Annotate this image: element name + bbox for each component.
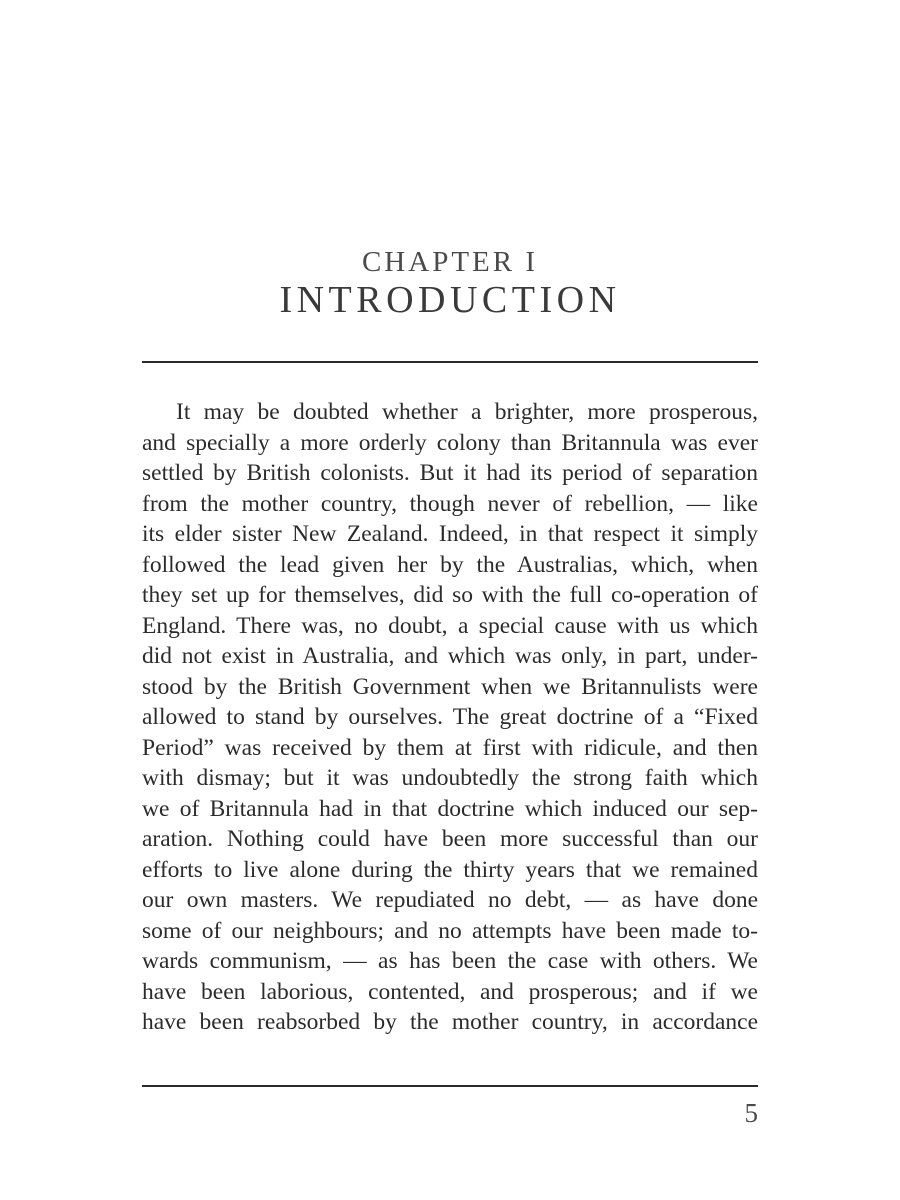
text-line: we of Britannula had in that doctrine which induced our sep-: [142, 795, 758, 822]
text-line: settled by British colonists. But it had its period of separation: [142, 460, 758, 486]
text-line: they set up for themselves, did so with the full co-operation of: [142, 582, 758, 608]
text-line: from the mother country, though never of rebellion, — like: [142, 490, 758, 517]
text-line: Period” was received by them at first with ridicule, and then: [142, 734, 758, 761]
text-line: followed the lead given her by the Australias, which, when: [142, 551, 758, 578]
text-line: our own masters. We repudiated no debt, — as have done: [142, 887, 758, 913]
text-line: efforts to live alone during the thirty years that we remained: [142, 856, 758, 883]
page-number: 5: [744, 1098, 758, 1128]
chapter-title: INTRODUCTION: [279, 279, 621, 321]
text-line: and specially a more orderly colony than Britannula was ever: [142, 429, 758, 456]
text-line: It may be doubted whether a brighter, more prosperous,: [176, 399, 758, 425]
bottom-divider: [142, 1085, 758, 1087]
top-divider: [142, 361, 758, 363]
text-line: allowed to stand by ourselves. The great doctrine of a “Fixed: [142, 704, 758, 730]
body-paragraph: [142, 397, 758, 1038]
text-line: its elder sister New Zealand. Indeed, in that respect it simply: [142, 521, 758, 547]
text-line: aration. Nothing could have been more successful than our: [142, 826, 758, 852]
text-line: have been laborious, contented, and prosperous; and if we: [142, 978, 758, 1005]
text-line: wards communism, — as has been the case with others. We: [142, 948, 758, 974]
text-line: have been reabsorbed by the mother country, in accordance: [142, 1009, 758, 1035]
text-line: did not exist in Australia, and which was only, in part, under-: [142, 643, 758, 669]
text-line: England. There was, no doubt, a special cause with us which: [142, 612, 758, 639]
text-line: some of our neighbours; and no attempts have been made to-: [142, 917, 758, 944]
chapter-label: CHAPTER I: [361, 246, 539, 278]
text-line: with dismay; but it was undoubtedly the strong faith which: [142, 765, 758, 791]
text-line: stood by the British Government when we Britannulists were: [142, 673, 758, 700]
